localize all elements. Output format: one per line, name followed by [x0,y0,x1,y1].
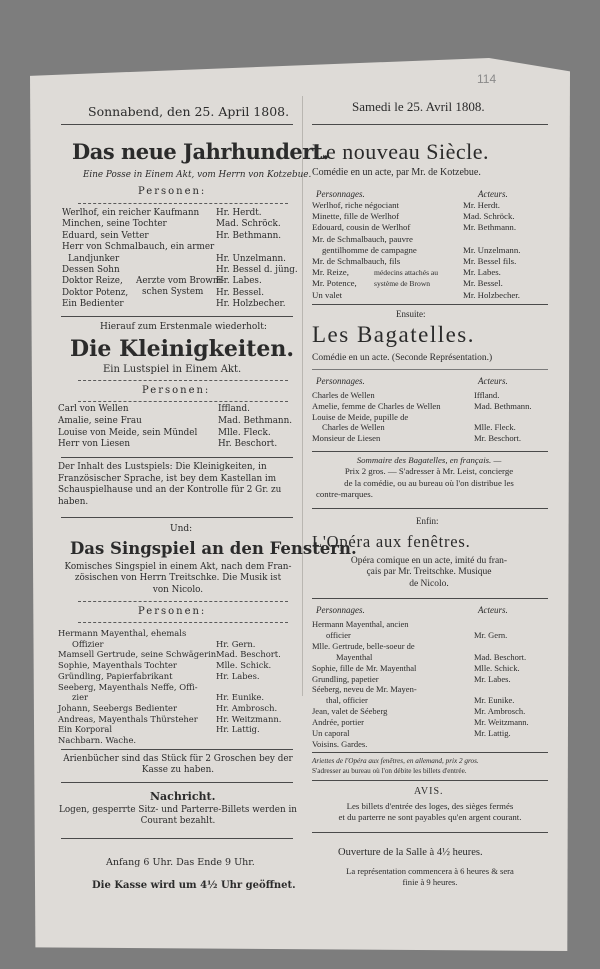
de-play2-intro: Hierauf zum Erstenmale wiederholt: [100,322,267,332]
fr-play2-title: Les Bagatelles. [312,322,476,347]
cast-role: Doktor Potenz, [62,287,129,298]
cast-role: Carl von Wellen [58,404,129,414]
cast-role: système de Brown [374,279,431,289]
cast-role: Sophie, Mayenthals Tochter [58,660,177,671]
de-dash [78,203,288,204]
cast-actor: Hr. Herdt. [216,208,262,218]
de-play2-title: Die Kleinigkeiten. [70,336,295,362]
cast-actor [216,682,281,693]
cast-actor: Mad. Bethmann. [218,415,293,426]
fr-play2-roles [312,390,441,444]
note-line: contre-marques. [316,489,373,500]
de-rule [61,316,293,317]
notice-line: et du parterre ne sont payables qu'en argent courant. [338,812,522,823]
de-play3-title: Das Singspiel an den Fenstern. [70,539,357,558]
cast-role: Mayenthal [336,651,373,662]
fr-play1-bracket [374,267,438,289]
de-start-time: Anfang 6 Uhr. Das Ende 9 Uhr. [106,857,255,868]
fr-notice-text [308,801,552,824]
note-line: Schauspielhause und an der Kontrolle für 2 Gr. zu [58,485,282,496]
de-rule [61,457,293,458]
cast-role: Gründling, Papierfabrikant [58,670,173,681]
de-notice-text [58,805,298,828]
cast-role: Louise de Meide, pupille de [312,411,409,422]
fr-play1-persons-heading: Personnages. [316,189,365,199]
cast-role: Jean, valet de Séeberg [312,706,388,717]
cast-actor: Hr. Labes. [216,276,262,287]
cast-role: thal, officier [326,695,368,706]
fr-rule [312,598,548,599]
cast-role: zier [72,692,89,703]
de-play1-subtitle: Eine Posse in Einem Akt, vom Herrn von Kotzebue. [83,170,312,180]
fr-play3-persons-heading: Personnages. [316,605,365,615]
de-rule [61,838,293,839]
cast-actor: Mr. Ambrosch. [474,706,526,717]
fr-rule [312,780,548,781]
cast-role: Werlhof, ein reicher Kaufmann [62,208,200,218]
fr-play1-title: Le nouveau Siècle. [312,139,489,164]
cast-actor: Mad. Bethmann. [474,400,532,411]
de-dash [78,601,288,602]
cast-role: Minchen, seine Tochter [62,219,167,230]
cast-role: Ein Korporal [58,724,113,735]
cast-actor: Mlle. Schick. [474,662,520,673]
cast-actor: Mad. Schröck. [216,219,281,230]
cast-actor [463,234,520,245]
de-rule [61,517,293,518]
fr-play1-actors [463,200,520,301]
cast-role: Un valet [312,289,343,300]
cast-actor: Iffland. [218,404,250,414]
de-rule [61,749,293,750]
cast-actor: Mlle. Fleck. [218,427,271,438]
de-play3-actors [216,628,281,735]
notice-line: Les billets d'entrée des loges, des sièges fermés [346,801,514,811]
cast-actor: Hr. Bessel. [216,287,265,298]
fr-play1-subtitle: Comédie en un acte, par Mr. de Kotzebue. [312,167,481,178]
note-line: haben. [58,496,89,507]
note-line: Sommaire des Bagatelles, en français. — [356,455,502,465]
cast-actor: Hr. Ambrosch. [216,702,278,713]
de-play3-note [58,754,298,777]
fr-play3-subtitle [308,556,550,590]
cast-role: Amelie, femme de Charles de Wellen [312,400,441,411]
cast-actor: Hr. Gern. [216,638,256,649]
cast-actor: Mr. Weitzmann. [474,717,529,728]
cast-actor: Hr. Unzelmann. [216,253,286,264]
fr-rule [312,124,548,125]
fr-play3-title: L'Opéra aux fenêtres. [312,532,471,551]
cast-actor [474,684,529,695]
fr-rule [312,369,548,370]
fr-play2-subtitle: Comédie en un acte. (Seconde Représentation.) [312,353,493,363]
cast-role: Séeberg, neveu de Mr. Mayen- [312,684,417,695]
de-play1-persons-heading: Personen: [138,186,207,197]
column-divider [302,96,303,696]
cast-role: Nachbarn. Wache. [58,735,137,746]
de-play2-roles [58,404,197,451]
cast-actor: Mr. Holzbecher. [463,289,520,300]
cast-role: Amalie, seine Frau [58,415,142,426]
de-notice-heading: Nachricht. [150,790,216,803]
fr-play3-actors-heading: Acteurs. [478,605,508,615]
cast-actor: Mr. Lattig. [474,728,511,739]
cast-role: Aerzte vom Browni- [136,276,225,286]
fr-play3-actors [474,619,529,739]
fr-play3-intro: Enfin: [416,516,439,526]
fr-opening: Ouverture de la Salle à 4½ heures. [338,847,483,858]
subtitle-line: de Nicolo. [409,578,449,589]
cast-actor: Mr. Herdt. [463,200,500,210]
cast-role: Herr von Schmalbauch, ein armer [62,242,215,253]
cast-role: Voisins. Gardes. [312,738,368,749]
cast-role: Seeberg, Mayenthals Neffe, Offi- [58,681,198,692]
de-play3-subtitle [58,562,298,596]
cast-role: Dessen Sohn [62,265,120,276]
cast-role: Monsieur de Liesen [312,433,381,444]
de-cashbox: Die Kasse wird um 4½ Uhr geöffnet. [92,880,296,891]
cast-role: Johann, Seebergs Bedienter [58,702,178,713]
cast-role: gentilhomme de campagne [322,244,417,255]
cast-actor [474,619,529,630]
fr-rule [312,451,548,452]
cast-actor: Hr. Weitzmann. [216,713,282,724]
cast-role: Mlle. Gertrude, belle-soeur de [312,640,415,651]
cast-role: Mr. de Schmalbauch, fils [312,256,401,267]
fr-performance [308,866,552,888]
cast-actor: Mr. Bethmann. [463,222,517,233]
fr-date: Samedi le 25. Avril 1808. [352,99,485,114]
cast-actor: Mlle. Schick. [216,660,272,671]
de-rule [61,124,293,125]
cast-actor: Mlle. Fleck. [474,422,516,433]
cast-role: Grundling, papetier [312,673,379,684]
notice-line: Logen, gesperrte Sitz- und Parterre-Billets werden in [59,805,297,815]
cast-actor: Mr. Beschort. [474,433,522,444]
performance-line: finie à 9 heures. [402,877,458,887]
note-line: S'adresser au bureau où l'on débite les billets d'entrée. [312,767,467,775]
cast-actor: Hr. Lattig. [216,724,260,735]
cast-role: Minette, fille de Werlhof [312,211,400,222]
fr-notice-heading: AVIS. [414,786,444,797]
cast-actor: Mad. Beschort. [474,651,527,662]
note-line: Ariettes de l'Opéra aux fenêtres, en allemand, prix 2 gros. [312,757,479,765]
cast-role: Un caporal [312,728,350,739]
fr-rule [312,508,548,509]
cast-actor: Mr. Eunike. [474,695,515,706]
cast-role: Eduard, sein Vetter [62,230,149,241]
cast-role: Andrée, portier [312,717,364,728]
cast-role: officier [326,629,351,640]
note-line: Prix 2 gros. — S'adresser à Mr. Leist, concierge [344,466,514,477]
notice-line: Courant bezahlt. [140,816,216,827]
cast-role: médecins attachés au [374,268,439,277]
cast-actor: Hr. Eunike. [216,692,264,703]
de-play3-persons-heading: Personen: [138,606,207,617]
page-number: 114 [477,72,497,86]
de-play2-note [58,462,303,508]
performance-line: La représentation commencera à 6 heures & sera [346,866,514,876]
fr-rule [312,752,548,753]
cast-role: Ein Bedienter [62,299,124,310]
note-line: Arienbücher sind das Stück für 2 Groschen bey der [63,754,293,764]
cast-actor [474,412,532,423]
subtitle-line: Komisches Singspiel in einem Akt, nach dem Fran- [64,562,292,572]
cast-actor [216,242,298,253]
cast-role: Edouard, cousin de Werlhof [312,222,411,233]
cast-role: Hermann Mayenthal, ancien [312,619,409,629]
cast-role: Andreas, Mayenthals Thürsteher [58,713,198,724]
note-line: Französischer Sprache, ist bey dem Kastellan im [58,473,277,484]
de-date: Sonnabend, den 25. April 1808. [88,104,290,119]
fr-play3-note [312,756,552,776]
note-line: de la comédie, ou au bureau où l'on distribue les [344,477,514,488]
de-play2-subtitle: Ein Lustspiel in Einem Akt. [103,364,242,375]
cast-role: Offizier [72,638,104,649]
cast-role: Hermann Mayenthal, ehemals [58,628,187,638]
cast-actor: Mr. Bessel fils. [463,256,517,267]
fr-rule [312,304,548,305]
cast-actor: Mr. Gern. [474,629,508,640]
cast-role: Herr von Liesen [58,439,131,450]
cast-actor: Mad. Beschort. [216,649,281,660]
cast-actor: Hr. Bessel d. jüng. [216,265,298,276]
cast-actor: Hr. Bethmann. [216,230,282,241]
note-line: Der Inhalt des Lustspiels: Die Kleinigkeiten, in [58,462,267,472]
cast-role: Louise von Meide, sein Mündel [58,427,198,438]
de-dash [78,401,288,402]
cast-role: Sophie, fille de Mr. Mayenthal [312,662,417,673]
cast-role: Werlhof, riche négociant [312,200,399,210]
cast-actor: Hr. Labes. [216,670,260,681]
cast-actor: Mr. Labes. [463,267,501,278]
de-play1-bracket [136,276,224,299]
cast-actor: Mr. Bessel. [463,278,503,289]
de-play2-actors [218,404,292,451]
cast-actor: Mad. Schröck. [463,211,515,222]
fr-rule [312,832,548,833]
cast-role: Charles de Wellen [322,422,385,433]
cast-role: Doktor Reize, [62,276,123,287]
cast-role: Mr. Potence, [312,278,357,289]
cast-role: Charles de Wellen [312,390,375,400]
de-play2-persons-heading: Personen: [142,385,211,396]
de-play1-title: Das neue Jahrhundert. [72,139,329,164]
fr-play2-actors [474,390,532,444]
cast-role: Landjunker [68,253,120,264]
de-dash [78,380,288,381]
de-dash [78,622,288,623]
fr-play2-note [308,455,550,501]
cast-actor: Mr. Unzelmann. [463,244,521,255]
cast-actor [216,628,281,639]
subtitle-line: Opéra comique en un acte, imité du fran- [350,556,508,566]
subtitle-line: çais par Mr. Treitschke. Musique [366,567,492,578]
fr-play2-actors-heading: Acteurs. [478,376,508,386]
cast-actor: Hr. Holzbecher. [216,299,286,310]
fr-play1-actors-heading: Acteurs. [478,189,508,199]
fr-play2-intro: Ensuite: [396,309,426,319]
cast-actor: Mr. Labes. [474,673,511,684]
cast-role: Mr. Reize, [312,267,349,278]
fr-play3-roles [312,619,417,750]
note-line: Kasse zu haben. [141,765,215,776]
subtitle-line: von Nicolo. [152,584,204,595]
fr-play2-persons-heading: Personnages. [316,376,365,386]
cast-role: Mamsell Gertrude, seine Schwägerin [58,649,217,660]
de-play3-intro: Und: [170,524,193,534]
de-rule [61,782,293,783]
cast-role: Mr. de Schmalbauch, pauvre [312,233,413,244]
cast-actor [474,641,529,652]
subtitle-line: zösischen von Herrn Treitschke. Die Musik ist [74,573,282,584]
de-play3-roles [58,628,216,746]
cast-actor: Iffland. [474,390,500,400]
de-play1-actors [216,208,298,311]
cast-actor: Hr. Beschort. [218,439,278,450]
cast-role: schen System [142,287,204,298]
